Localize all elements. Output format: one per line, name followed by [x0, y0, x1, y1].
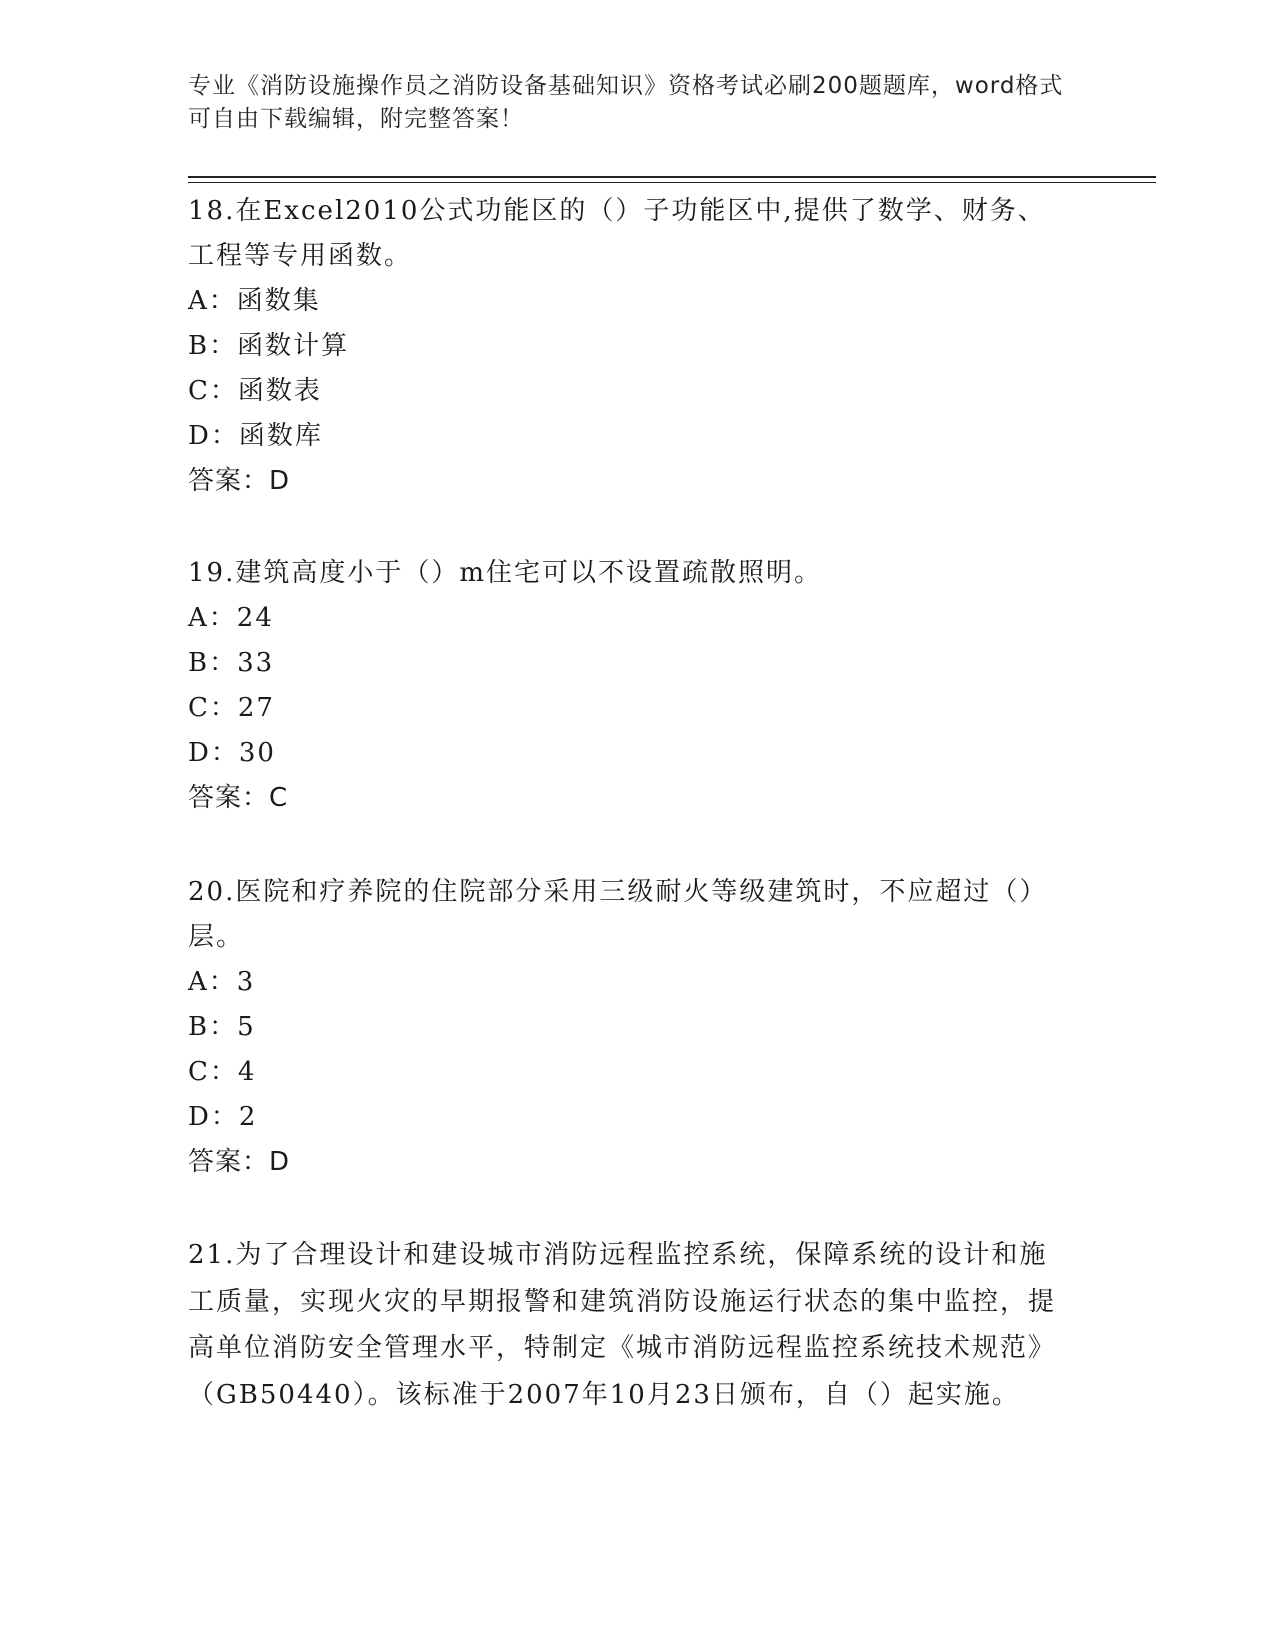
option-a: A：函数集 — [188, 286, 321, 316]
option-d: D：2 — [188, 1102, 258, 1132]
question-20 — [188, 870, 1068, 1185]
option-c: C：27 — [188, 693, 275, 723]
answer: 答案：D — [188, 1147, 291, 1177]
option-d: D：函数库 — [188, 421, 323, 451]
question-21 — [188, 1232, 1068, 1418]
option-b: B：33 — [188, 648, 275, 678]
option-b: B：函数计算 — [188, 331, 350, 361]
option-b: B：5 — [188, 1012, 256, 1042]
question-stem: 18.在Excel2010公式功能区的（）子功能区中,提供了数学、财务、工程等专用函数。 — [188, 196, 1046, 271]
option-a: A：24 — [188, 603, 274, 633]
option-c: C：函数表 — [188, 376, 322, 406]
question-stem: 19.建筑高度小于（）m住宅可以不设置疏散照明。 — [188, 558, 823, 588]
option-a: A：3 — [188, 967, 256, 997]
answer: 答案：D — [188, 466, 291, 496]
option-d: D：30 — [188, 738, 276, 768]
question-stem: 21.为了合理设计和建设城市消防远程监控系统，保障系统的设计和施工质量，实现火灾的早期报警和建筑消防设施运行状态的集中监控，提高单位消防安全管理水平，特制定《城市消防远程监控系统技术规范》（GB50440）。该标准于2007年10月23日颁布，自（）起实施。 — [188, 1240, 1057, 1410]
question-19 — [188, 551, 1068, 821]
question-stem: 20.医院和疗养院的住院部分采用三级耐火等级建筑时，不应超过（）层。 — [188, 877, 1048, 952]
header-divider-thin — [188, 182, 1156, 183]
option-c: C：4 — [188, 1057, 257, 1087]
header-divider-thick — [188, 176, 1156, 178]
document-header — [188, 70, 1068, 136]
question-18 — [188, 189, 1068, 504]
answer: 答案：C — [188, 783, 289, 813]
header-text: 专业《消防设施操作员之消防设备基础知识》资格考试必刷200题题库，word格式可自由下载编辑，附完整答案！ — [188, 73, 1064, 132]
